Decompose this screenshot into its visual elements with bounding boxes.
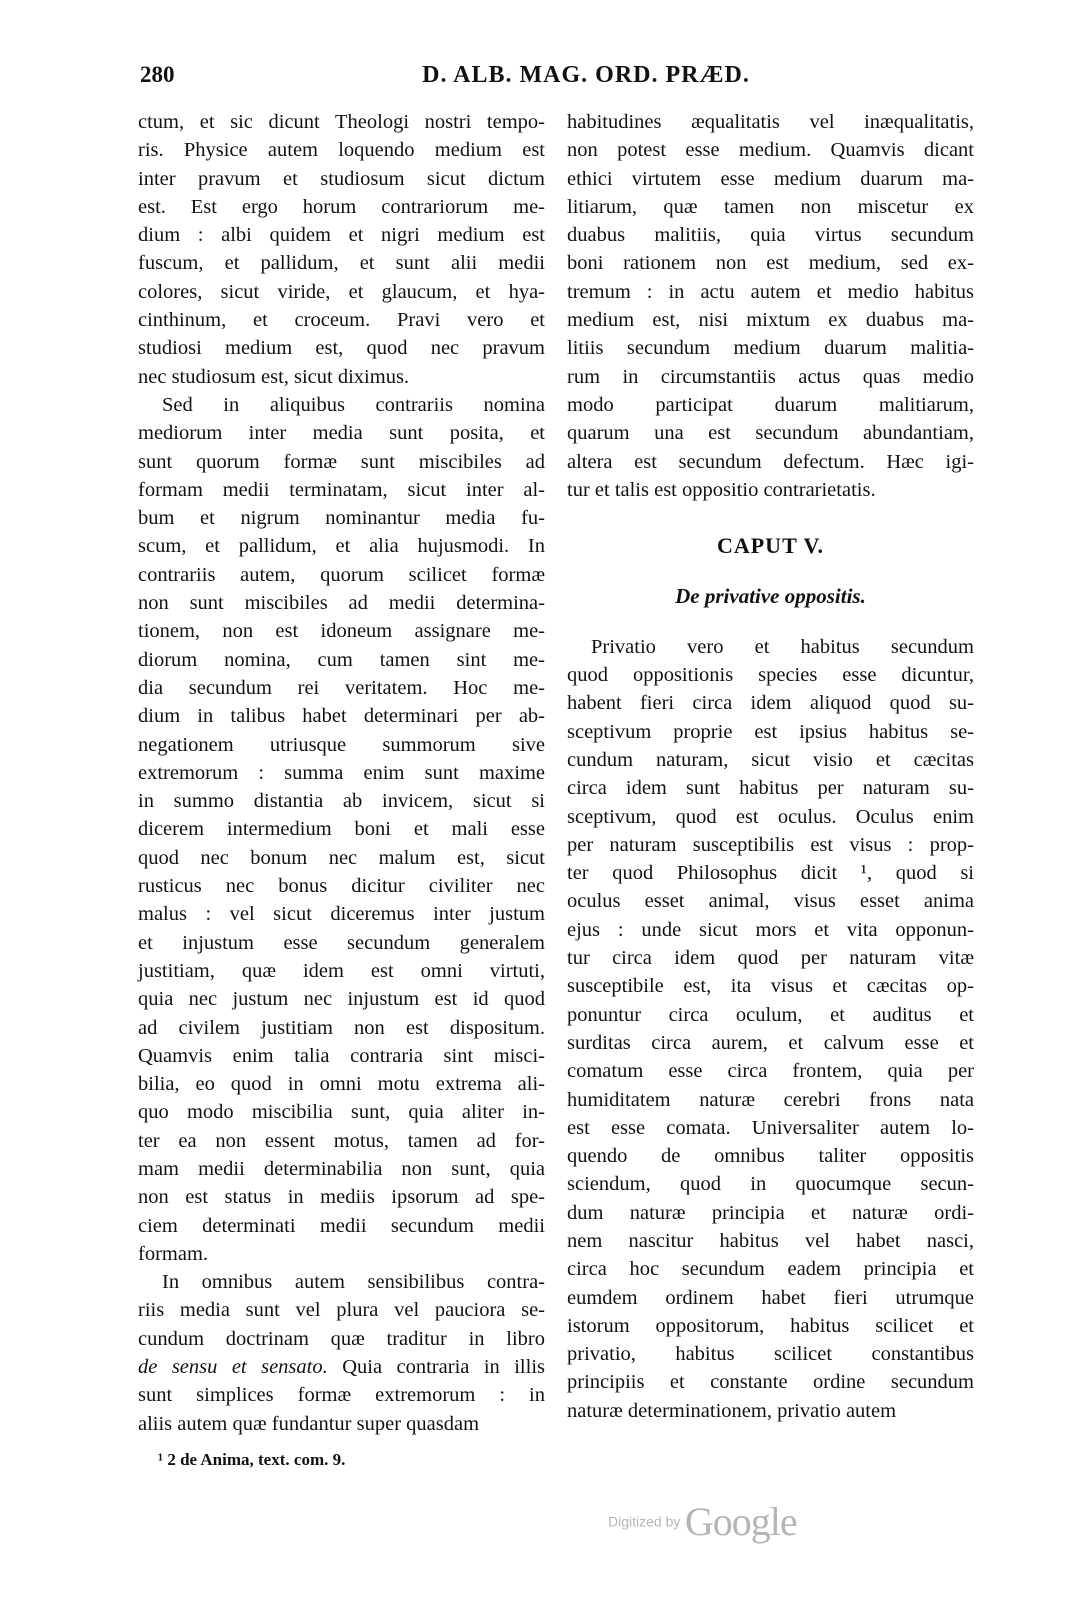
- text-line: mam medii determinabilia non sunt, quia: [138, 1157, 545, 1180]
- text-line: cinthinum, et croceum. Pravi vero et: [138, 309, 545, 332]
- text-line: de sensu et sensato. Quia contraria in illis: [138, 1356, 545, 1379]
- text-line: Quamvis enim talia contraria sint misci-: [138, 1044, 545, 1067]
- text-line: privatio, habitus scilicet constantibus: [567, 1343, 974, 1366]
- text-line: justitiam, quæ idem est omni virtuti,: [138, 959, 545, 982]
- text-line: ad civilem justitiam non est dispositum.: [138, 1016, 545, 1039]
- text-line: ris. Physice autem loquendo medium est: [138, 139, 545, 162]
- text-line: sceptivum, quod est oculus. Oculus enim: [567, 805, 974, 828]
- text-line: non est status in mediis ipsorum ad spe-: [138, 1186, 545, 1209]
- text-line: comatum esse circa frontem, quia per: [567, 1060, 974, 1083]
- text-line: sunt quorum formæ sunt miscibiles ad: [138, 450, 545, 473]
- right-bottom-paragraph: [567, 633, 974, 1425]
- text-line: negationem utriusque summorum sive: [138, 733, 545, 756]
- paragraph: [138, 108, 545, 391]
- text-line: sunt simplices formæ extremorum : in: [138, 1384, 545, 1407]
- text-line: studiosi medium est, quod nec pravum: [138, 337, 545, 360]
- text-line: diorum nomina, cum tamen sint me-: [138, 648, 545, 671]
- running-title: D. ALB. MAG. ORD. PRÆD.: [422, 62, 750, 88]
- text-line: oculus esset animal, visus esset anima: [567, 890, 974, 913]
- text-line: nec studiosum est, sicut diximus.: [138, 365, 410, 388]
- text-line: dia secundum rei veritatem. Hoc me-: [138, 676, 545, 699]
- text-line: dicerem intermedium boni et mali esse: [138, 818, 545, 841]
- text-line: cundum naturam, sicut visio et cæcitas: [567, 748, 974, 771]
- text-line: quarum una est secundum abundantiam,: [567, 422, 974, 445]
- text-line: malus : vel sicut diceremus inter justum: [138, 903, 545, 926]
- footnote: ¹ 2 de Anima, text. com. 9.: [158, 1450, 346, 1469]
- text-line: surditas circa aurem, et calvum esse et: [567, 1031, 974, 1054]
- text-line: scum, et pallidum, et alia hujusmodi. In: [138, 535, 545, 558]
- text-line: et injustum esse secundum generalem: [138, 931, 545, 954]
- text-line: Privatio vero et habitus secundum: [591, 635, 974, 658]
- text-line: ethici virtutem esse medium duarum ma-: [567, 167, 974, 190]
- right-top-paragraph: [567, 108, 974, 504]
- text-line: humiditatem naturæ cerebri frons nata: [567, 1088, 974, 1111]
- chapter-title: CAPUT V.: [716, 533, 825, 559]
- text-line: habitudines æqualitatis vel inæqualitatis,: [567, 111, 974, 133]
- text-line: dium : albi quidem et nigri medium est: [138, 224, 545, 247]
- watermark-prefix: Digitized by: [608, 1513, 681, 1530]
- text-line: Sed in aliquibus contrariis nomina: [162, 393, 545, 416]
- text-line: litiis secundum medium duarum malitia-: [567, 337, 974, 360]
- text-line: quia nec justum nec injustum est id quod: [138, 988, 545, 1011]
- text-line: riis media sunt vel plura vel pauciora se-: [138, 1299, 545, 1322]
- text-line: contrariis autem, quorum scilicet formæ: [138, 563, 545, 586]
- text-line: quod oppositionis species esse dicuntur,: [567, 664, 974, 687]
- text-line: altera est secundum defectum. Hæc igi-: [567, 450, 974, 473]
- text-line: extremorum : summa enim sunt maxime: [138, 761, 545, 784]
- text-line: mediorum inter media sunt posita, et: [138, 422, 545, 445]
- text-line: sciendum, quod in quocumque secun-: [567, 1173, 974, 1196]
- text-line: ctum, et sic dicunt Theologi nostri tempo-: [138, 111, 545, 133]
- text-line: ejus : unde sicut mors et vita opponun-: [567, 918, 974, 941]
- text-line: dum naturæ principia et naturæ ordi-: [567, 1201, 974, 1224]
- left-column: [138, 108, 545, 1438]
- text-line: fuscum, et pallidum, et sunt alii medii: [138, 252, 545, 275]
- paragraph: [138, 1268, 545, 1438]
- text-line: quo modo miscibilia sunt, quia aliter in-: [138, 1101, 545, 1124]
- text-line: In omnibus autem sensibilibus contra-: [162, 1271, 545, 1294]
- text-line: colores, sicut viride, et glaucum, et hya-: [138, 280, 545, 303]
- text-line: formam medii terminatam, sicut inter al-: [138, 478, 545, 501]
- text-line: susceptibile est, ita visus et cæcitas op-: [567, 975, 974, 998]
- text-line: ciem determinati medii secundum medii: [138, 1214, 545, 1237]
- google-logo: Google: [684, 1499, 797, 1544]
- text-line: naturæ determinationem, privatio autem: [567, 1399, 897, 1422]
- text-line: ter ea non essent motus, tamen ad for-: [138, 1129, 545, 1152]
- text-line: sceptivum proprie est ipsius habitus se-: [567, 720, 974, 743]
- text-line: formam.: [138, 1242, 209, 1265]
- text-line: modo participat duarum malitiarum,: [567, 393, 974, 416]
- text-line: quendo de omnibus taliter oppositis: [567, 1145, 974, 1168]
- text-line: non potest esse medium. Quamvis dicant: [567, 139, 974, 162]
- text-line: est. Est ergo horum contrariorum me-: [138, 195, 545, 218]
- text-line: tur et talis est oppositio contrarietatis.: [567, 478, 876, 501]
- text-line: quod nec bonum nec malum est, sicut: [138, 846, 545, 869]
- right-column: [567, 108, 974, 1425]
- text-line: boni rationem non est medium, sed ex-: [567, 252, 974, 275]
- paragraph: [138, 391, 545, 1268]
- text-line: per naturam susceptibilis est visus : prop-: [567, 833, 974, 856]
- text-line: duabus malitiis, quia virtus secundum: [567, 224, 974, 247]
- text-line: medium est, nisi mixtum ex duabus ma-: [567, 309, 974, 332]
- text-line: in summo distantia ab invicem, sicut si: [138, 790, 545, 813]
- text-line: ter quod Philosophus dicit ¹, quod si: [567, 862, 974, 885]
- text-line: dium in talibus habet determinari per ab-: [138, 705, 545, 728]
- text-line: circa idem sunt habitus per naturam su-: [567, 777, 974, 800]
- page-number: 280: [140, 62, 175, 87]
- text-line: non sunt miscibiles ad medii determina-: [138, 592, 545, 615]
- text-line: nem nascitur habitus vel habet nasci,: [567, 1229, 974, 1252]
- text-line: tionem, non est idoneum assignare me-: [138, 620, 545, 643]
- text-line: rusticus nec bonus dicitur civiliter nec: [138, 875, 545, 898]
- text-line: rum in circumstantiis actus quas medio: [567, 365, 974, 388]
- text-line: istorum oppositorum, habitus scilicet et: [567, 1314, 974, 1337]
- text-line: aliis autem quæ fundantur super quasdam: [138, 1412, 480, 1435]
- text-line: bilia, eo quod in omni motu extrema ali-: [138, 1073, 545, 1096]
- text-line: cundum doctrinam quæ traditur in libro: [138, 1327, 545, 1350]
- text-line: est esse comata. Universaliter autem lo-: [567, 1116, 974, 1139]
- text-line: principiis et constante ordine secundum: [567, 1371, 974, 1394]
- text-line: circa hoc secundum eadem principia et: [567, 1258, 974, 1281]
- google-watermark: [608, 1498, 797, 1545]
- text-line: bum et nigrum nominantur media fu-: [138, 507, 545, 530]
- text-line: eumdem ordinem habet fieri utrumque: [567, 1286, 974, 1309]
- text-line: inter pravum et studiosum sicut dictum: [138, 167, 545, 190]
- text-line: habent fieri circa idem aliquod quod su-: [567, 692, 974, 715]
- text-line: tur circa idem quod per naturam vitæ: [567, 947, 974, 970]
- text-line: ponuntur circa oculum, et auditus et: [567, 1003, 974, 1026]
- text-line: litiarum, quæ tamen non miscetur ex: [567, 195, 974, 218]
- page-header: [138, 62, 974, 96]
- chapter-subtitle: De privative oppositis.: [675, 584, 866, 609]
- text-line: tremum : in actu autem et medio habitus: [567, 280, 974, 303]
